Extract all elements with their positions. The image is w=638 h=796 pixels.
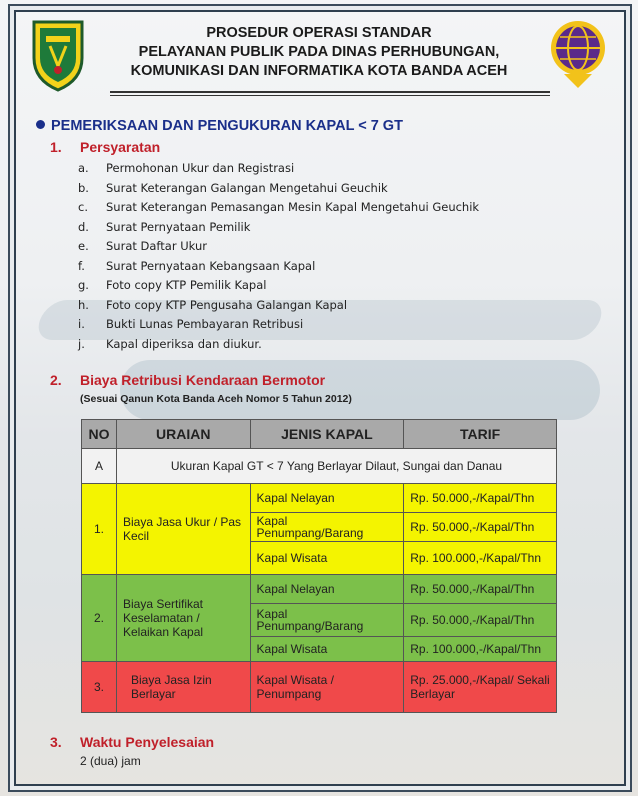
list-text: Surat Pernyataan Kebangsaan Kapal [106,258,316,273]
table-cell-no: 2. [82,575,117,662]
list-key: g. [78,278,89,292]
completion-heading [50,734,214,750]
column-header: URAIAN [116,420,250,449]
list-item [78,181,538,201]
heading-text: Biaya Retribusi Kendaraan Bermotor [80,372,326,388]
table-row [82,449,557,484]
table-cell-tarif: Rp. 50.000,-/Kapal/Thn [404,604,557,637]
table-cell-no: 3. [82,662,117,713]
banda-aceh-emblem-icon [30,18,86,92]
header [26,18,612,98]
table-row [82,575,557,604]
table-cell-jenis: Kapal Wisata / Penumpang [250,662,404,713]
bullet-icon [36,120,45,129]
list-key: a. [78,161,89,175]
table-cell-uraian: Biaya Sertifikat Keselamatan / Kelaikan Kapal [116,575,250,662]
heading-number: 1. [50,139,62,155]
heading-text: Waktu Penyelesaian [80,734,215,750]
section-title [36,118,403,134]
column-header: JENIS KAPAL [250,420,404,449]
list-item [78,239,538,259]
list-item [78,259,538,279]
table-cell-tarif: Rp. 50.000,-/Kapal/Thn [404,513,557,542]
requirements-list [78,161,538,356]
list-key: c. [78,200,88,214]
table-cell-tarif: Rp. 100.000,-/Kapal/Thn [404,542,557,575]
list-text: Foto copy KTP Pengusaha Galangan Kapal [106,297,348,312]
table-cell-tarif: Rp. 50.000,-/Kapal/Thn [404,484,557,513]
section-title-text: PEMERIKSAAN DAN PENGUKURAN KAPAL < 7 GT [51,118,403,134]
list-item [78,161,538,181]
list-key: b. [78,180,89,195]
page-title [96,24,542,81]
table-cell-category: Ukuran Kapal GT < 7 Yang Berlayar Dilaut, Sungai dan Danau [116,449,556,484]
list-item [78,278,538,298]
table-cell-jenis: Kapal Penumpang/Barang [250,513,404,542]
list-text: Foto copy KTP Pemilik Kapal [106,278,267,292]
table-cell-uraian: Biaya Jasa Ukur / Pas Kecil [116,484,250,575]
table-cell-jenis: Kapal Wisata [250,542,404,575]
title-line: PROSEDUR OPERASI STANDAR [206,25,432,41]
table-cell-uraian: Biaya Jasa Izin Berlayar [116,662,250,713]
list-text: Surat Keterangan Pemasangan Mesin Kapal Mengetahui Geuchik [106,200,480,214]
table-cell-jenis: Kapal Penumpang/Barang [250,604,404,637]
list-text: Permohonan Ukur dan Registrasi [106,161,295,175]
list-text: Surat Daftar Ukur [106,239,207,253]
header-divider [110,91,550,93]
list-item [78,317,538,337]
title-line: KOMUNIKASI DAN INFORMATIKA KOTA BANDA ACEH [130,63,508,79]
dishub-globe-emblem-icon [546,18,610,92]
list-text: Kapal diperiksa dan diukur. [106,336,262,351]
heading-number: 3. [50,734,62,750]
list-text: Surat Keterangan Galangan Mengetahui Geuchik [106,180,388,195]
table-cell-jenis: Kapal Wisata [250,637,404,662]
column-header: TARIF [404,420,557,449]
fee-table [81,419,557,713]
fees-heading [50,372,325,388]
list-item [78,200,538,220]
heading-text: Persyaratan [80,139,161,155]
table-cell-no: A [82,449,117,484]
header-divider [110,95,550,96]
table-cell-jenis: Kapal Nelayan [250,484,404,513]
table-cell-jenis: Kapal Nelayan [250,575,404,604]
list-text: Bukti Lunas Pembayaran Retribusi [106,317,304,331]
list-key: j. [78,336,85,351]
list-item [78,220,538,240]
fees-note: (Sesuai Qanun Kota Banda Aceh Nomor 5 Tahun 2012) [80,393,352,405]
list-key: i. [78,317,85,331]
list-key: e. [78,239,89,253]
list-item [78,337,538,357]
list-key: h. [78,297,89,312]
table-cell-tarif: Rp. 100.000,-/Kapal/Thn [404,637,557,662]
list-item [78,298,538,318]
table-row [82,484,557,513]
list-key: f. [78,258,85,273]
completion-time: 2 (dua) jam [80,754,141,768]
list-text: Surat Pernyataan Pemilik [106,219,251,234]
requirements-heading [50,139,160,155]
column-header: NO [82,420,117,449]
title-line: PELAYANAN PUBLIK PADA DINAS PERHUBUNGAN, [138,44,500,60]
table-header-row [82,420,557,449]
table-cell-tarif: Rp. 25.000,-/Kapal/ Sekali Berlayar [404,662,557,713]
heading-number: 2. [50,372,62,388]
list-key: d. [78,219,89,234]
table-cell-no: 1. [82,484,117,575]
table-cell-tarif: Rp. 50.000,-/Kapal/Thn [404,575,557,604]
table-row [82,662,557,713]
